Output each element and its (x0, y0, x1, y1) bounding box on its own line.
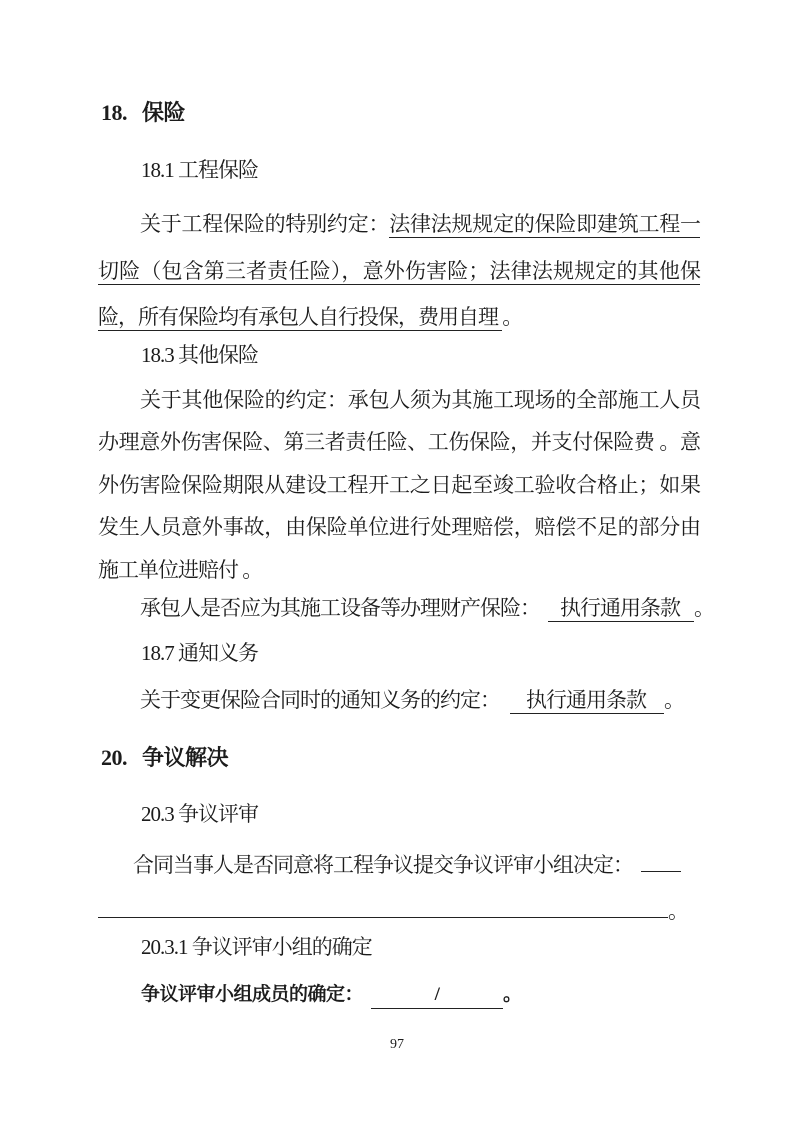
period: 。 (503, 984, 522, 1005)
clause-18-1-paragraph-line-2 (98, 258, 700, 285)
section-heading-18-insurance (101, 99, 185, 126)
clause-18-7-heading: 18.7 通知义务 (141, 641, 258, 665)
clause-18-1-paragraph-line-1 (98, 211, 700, 238)
notice-obligation-line (98, 687, 684, 714)
filled-in-answer: 执行通用条款 (548, 596, 694, 622)
filled-in-text: 险，所有保险均有承包人自行投保，费用自理 (98, 305, 503, 329)
question-text: 合同当事人是否同意将工程争议提交争议评审小组决定： (133, 853, 633, 877)
clause-18-1-heading: 18.1 工程保险 (141, 158, 258, 182)
clause-18-3-paragraph-line-4: 发生人员意外事故，由保险单位进行处理赔偿，赔偿不足的部分由 (98, 515, 700, 539)
section-title: 争议解决 (142, 745, 229, 770)
blank-underline (98, 897, 668, 918)
blank-underline-with-slash: / (371, 981, 503, 1009)
period: 。 (694, 596, 714, 620)
filled-in-text: 法律法规规定的保险即建筑工程一 (389, 212, 701, 236)
clause-20-3-1-heading: 20.3.1 争议评审小组的确定 (141, 935, 372, 959)
clause-18-3-paragraph-line-2: 办理意外伤害保险、第三者责任险、工伤保险，并支付保险费 。意 (98, 430, 700, 454)
clause-18-1-paragraph-line-3 (98, 304, 522, 331)
period: 。 (668, 899, 688, 923)
dispute-review-blank-line (98, 897, 688, 925)
filled-in-text: 切险（包含第三者责任险），意外伤害险；法律法规规定的其他保 (98, 259, 700, 283)
page-number: 97 (390, 1037, 404, 1052)
clause-18-3-heading: 18.3 其他保险 (141, 343, 258, 367)
section-number: 18. (101, 100, 127, 125)
paragraph-text: 。 (502, 305, 523, 329)
review-group-members-line (141, 981, 522, 1009)
period: 。 (664, 688, 684, 712)
paragraph-text: 关于工程保险的特别约定： (140, 212, 390, 236)
filled-in-answer: 执行通用条款 (510, 688, 664, 714)
question-text: 承包人是否应为其施工设备等办理财产保险： (140, 596, 540, 620)
section-heading-20-disputes (101, 744, 228, 771)
clause-18-3-paragraph-line-3: 外伤害险保险期限从建设工程开工之日起至竣工验收合格止；如果 (98, 473, 700, 497)
section-number: 20. (101, 745, 127, 770)
blank-underline (641, 851, 681, 872)
clause-20-3-heading: 20.3 争议评审 (141, 802, 258, 826)
question-text: 关于变更保险合同时的通知义务的约定： (140, 688, 500, 712)
clause-18-3-paragraph-line-5: 施工单位进赔付 。 (98, 558, 263, 582)
clause-18-3-paragraph-line-1: 关于其他保险的约定：承包人须为其施工现场的全部施工人员 (140, 388, 700, 412)
property-insurance-line (98, 595, 714, 622)
dispute-review-question-line (98, 851, 681, 879)
section-title: 保险 (142, 100, 186, 125)
question-text: 争议评审小组成员的确定： (141, 984, 364, 1005)
